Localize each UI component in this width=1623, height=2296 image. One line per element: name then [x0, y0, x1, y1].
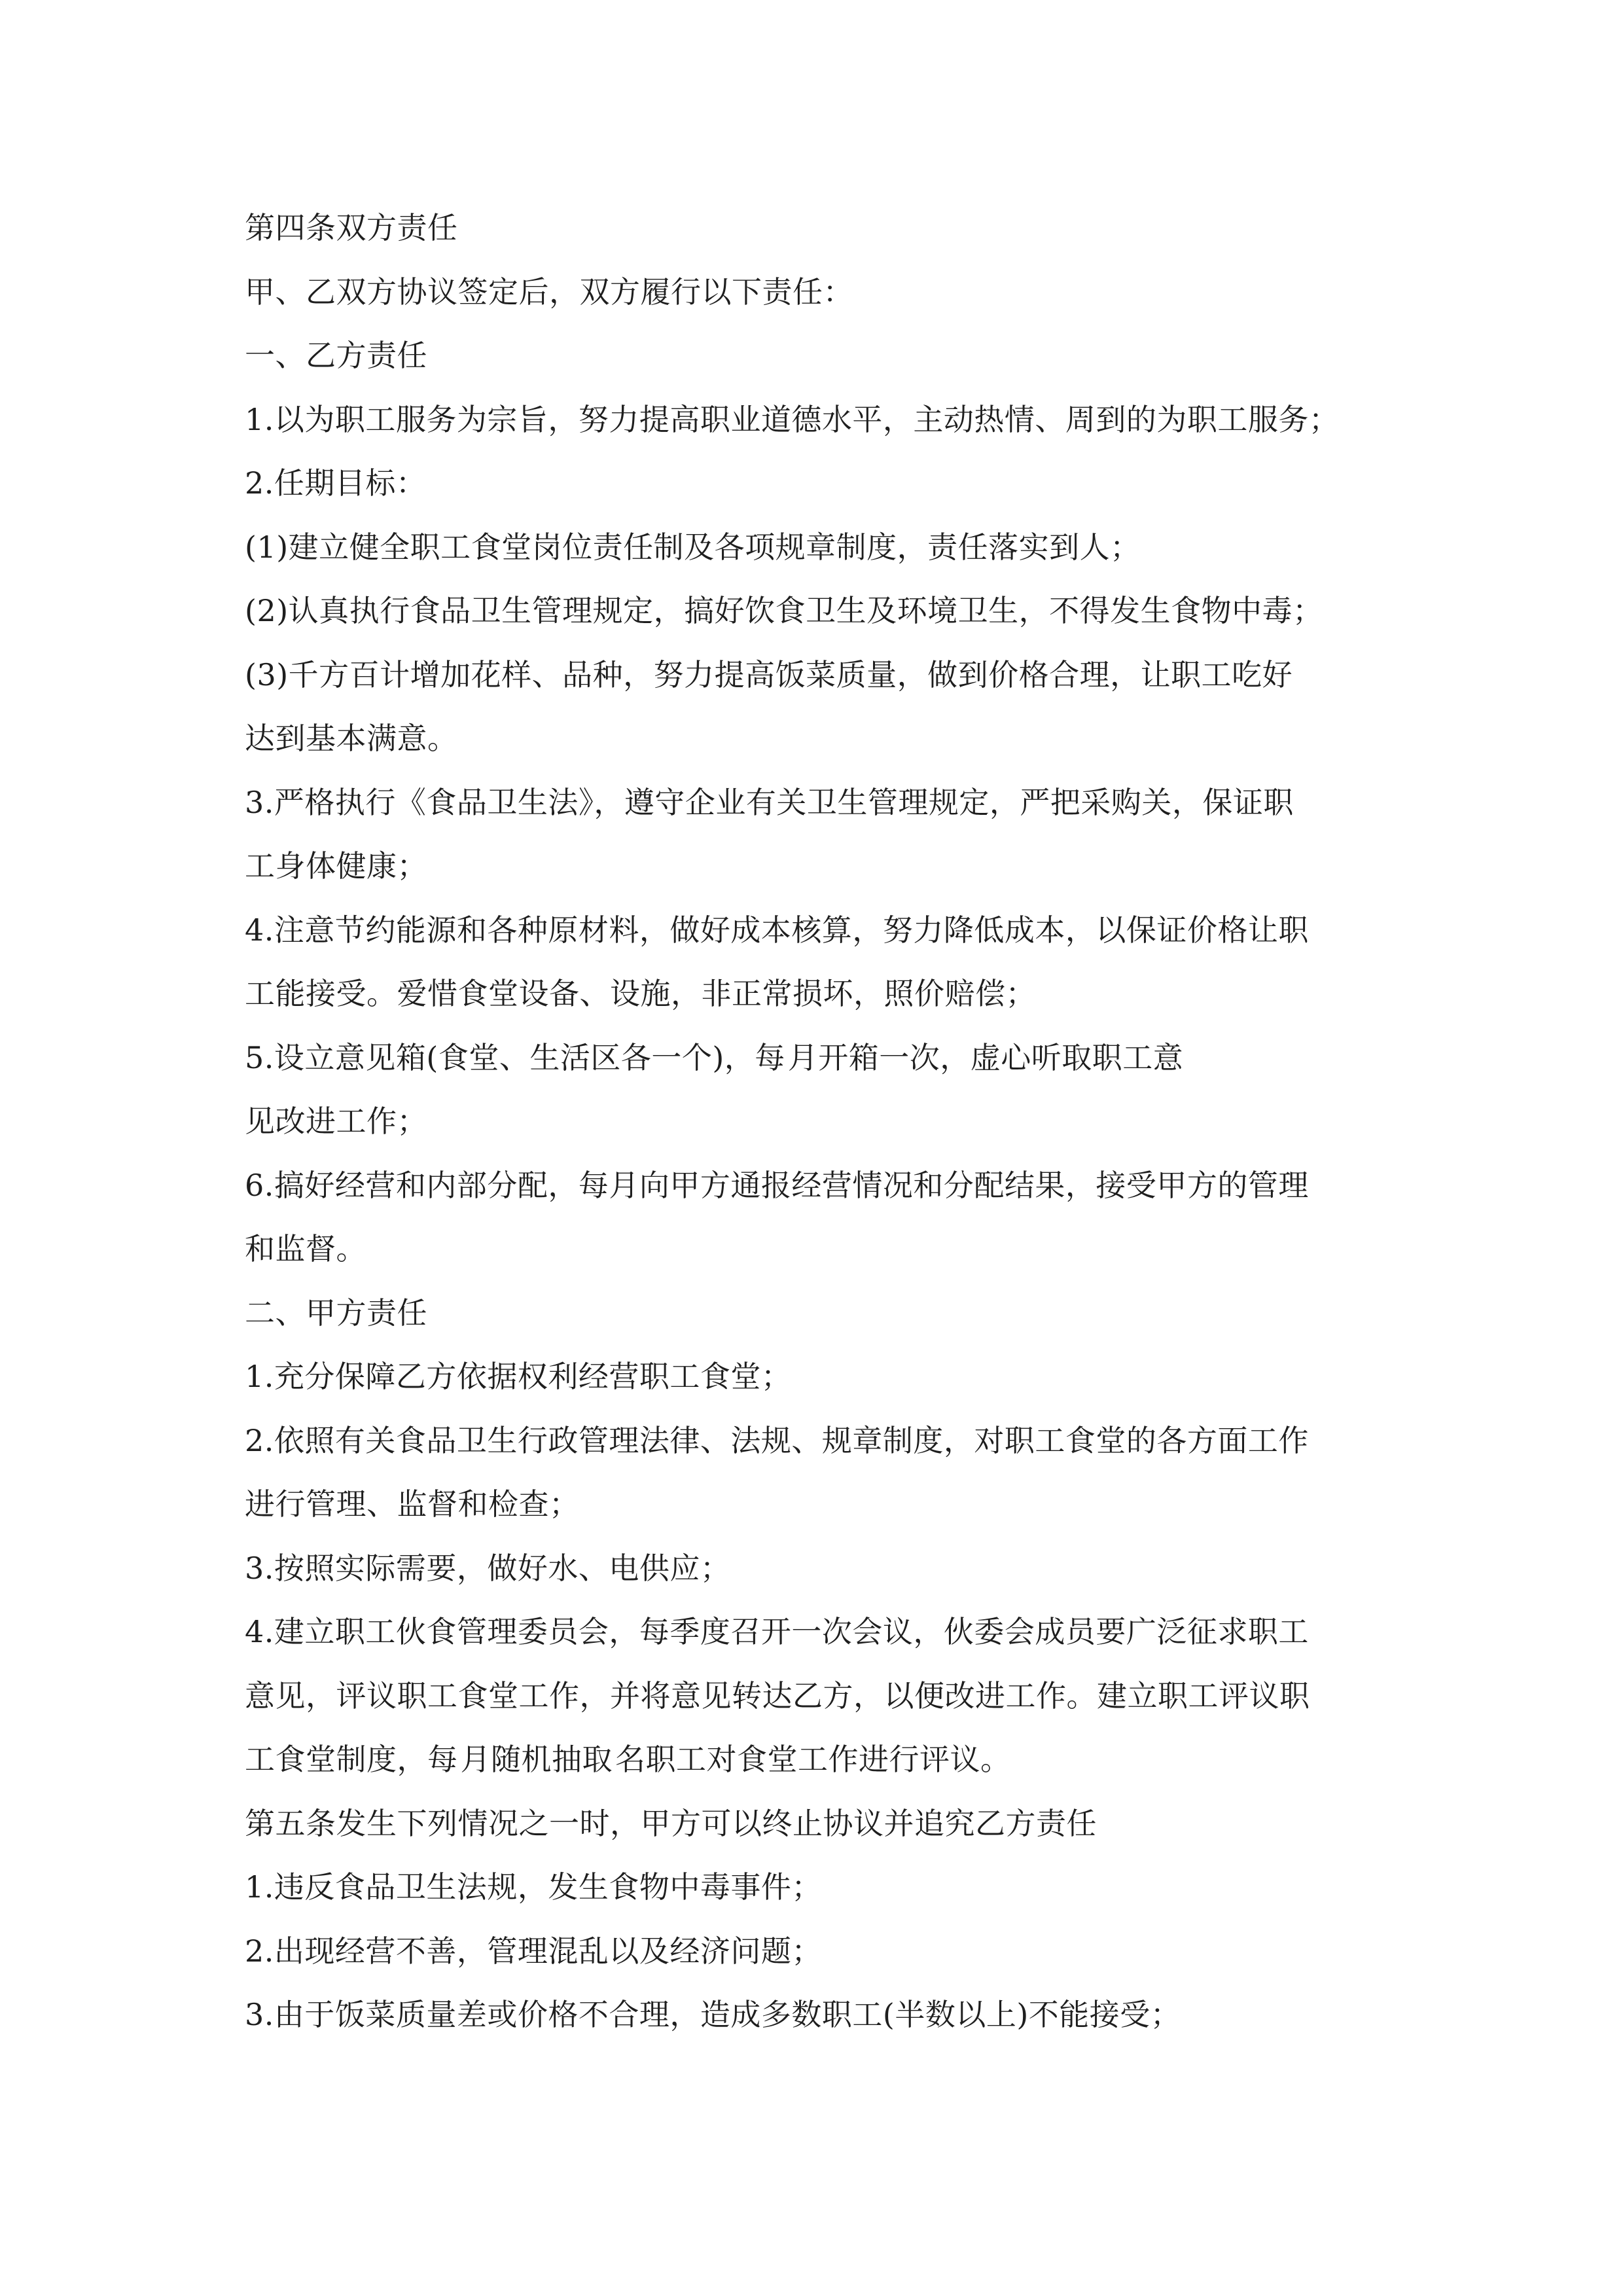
paragraph-line: 2.任期目标： [245, 465, 427, 501]
paragraph-line: 甲、乙双方协议签定后，双方履行以下责任： [245, 274, 853, 310]
document-body [245, 196, 1410, 2047]
paragraph-line: 进行管理、监督和检查； [245, 1486, 580, 1522]
paragraph-line: 6.搞好经营和内部分配，每月向甲方通报经营情况和分配结果，接受甲方的管理 [245, 1167, 1309, 1203]
paragraph-line-with-blanks [245, 1728, 1410, 1792]
section-heading-article-4: 第四条双方责任 [245, 210, 458, 245]
paragraph-line-with-blank [245, 1026, 1410, 1090]
text-segment: 月开箱一次，虚心听取职工意 [787, 1039, 1184, 1075]
text-segment: 名职工对食堂工作进行评议。 [615, 1742, 1011, 1777]
paragraph-line: 1.充分保障乙方依据权利经营职工食堂； [245, 1359, 792, 1394]
paragraph-line: 1.违反食品卫生法规，发生食物中毒事件； [245, 1869, 822, 1905]
paragraph-line: 达到基本满意。 [245, 721, 458, 756]
section-heading-article-5: 第五条发生下列情况之一时，甲方可以终止协议并追究乙方责任 [245, 1805, 1097, 1841]
paragraph-line: 见改进工作； [245, 1103, 427, 1139]
paragraph-line: (2)认真执行食品卫生管理规定，搞好饮食卫生及环境卫生，不得发生食物中毒； [245, 593, 1323, 628]
subsection-heading-party-b: 一、乙方责任 [245, 338, 427, 373]
paragraph-line: 意见，评议职工食堂工作，并将意见转达乙方，以便改进工作。建立职工评议职 [245, 1677, 1310, 1713]
paragraph-line: 工身体健康； [245, 848, 427, 884]
paragraph-line: 2.出现经营不善，管理混乱以及经济问题； [245, 1933, 822, 1969]
subsection-heading-party-a: 二、甲方责任 [245, 1295, 427, 1331]
paragraph-line: 4.注意节约能源和各种原材料，做好成本核算，努力降低成本，以保证价格让职 [245, 912, 1309, 948]
paragraph-line: 4.建立职工伙食管理委员会，每季度召开一次会议，伙委会成员要广泛征求职工 [245, 1614, 1309, 1649]
paragraph-line: (1)建立健全职工食堂岗位责任制及各项规章制度，责任落实到人； [245, 529, 1141, 565]
paragraph-line: (3)千方百计增加花样、品种，努力提高饭菜质量，做到价格合理，让职工吃好 [245, 656, 1293, 692]
paragraph-line: 和监督。 [245, 1231, 366, 1266]
text-segment: 月随机抽取 [460, 1742, 613, 1777]
paragraph-line: 工能接受。爱惜食堂设备、设施，非正常损坏，照价赔偿； [245, 976, 1036, 1011]
text-segment: 5.设立意见箱(食堂、生活区各一个)，每 [245, 1039, 785, 1075]
paragraph-line: 2.依照有关食品卫生行政管理法律、法规、规章制度，对职工食堂的各方面工作 [245, 1422, 1309, 1458]
paragraph-line: 3.由于饭菜质量差或价格不合理，造成多数职工(半数以上)不能接受； [245, 1997, 1181, 2032]
paragraph-line: 3.严格执行《食品卫生法》，遵守企业有关卫生管理规定，严把采购关，保证职 [245, 784, 1294, 820]
paragraph-line: 3.按照实际需要，做好水、电供应； [245, 1550, 731, 1586]
text-segment: 工食堂制度，每 [245, 1742, 458, 1777]
paragraph-line: 1.以为职工服务为宗旨，努力提高职业道德水平，主动热情、周到的为职工服务； [245, 401, 1340, 437]
